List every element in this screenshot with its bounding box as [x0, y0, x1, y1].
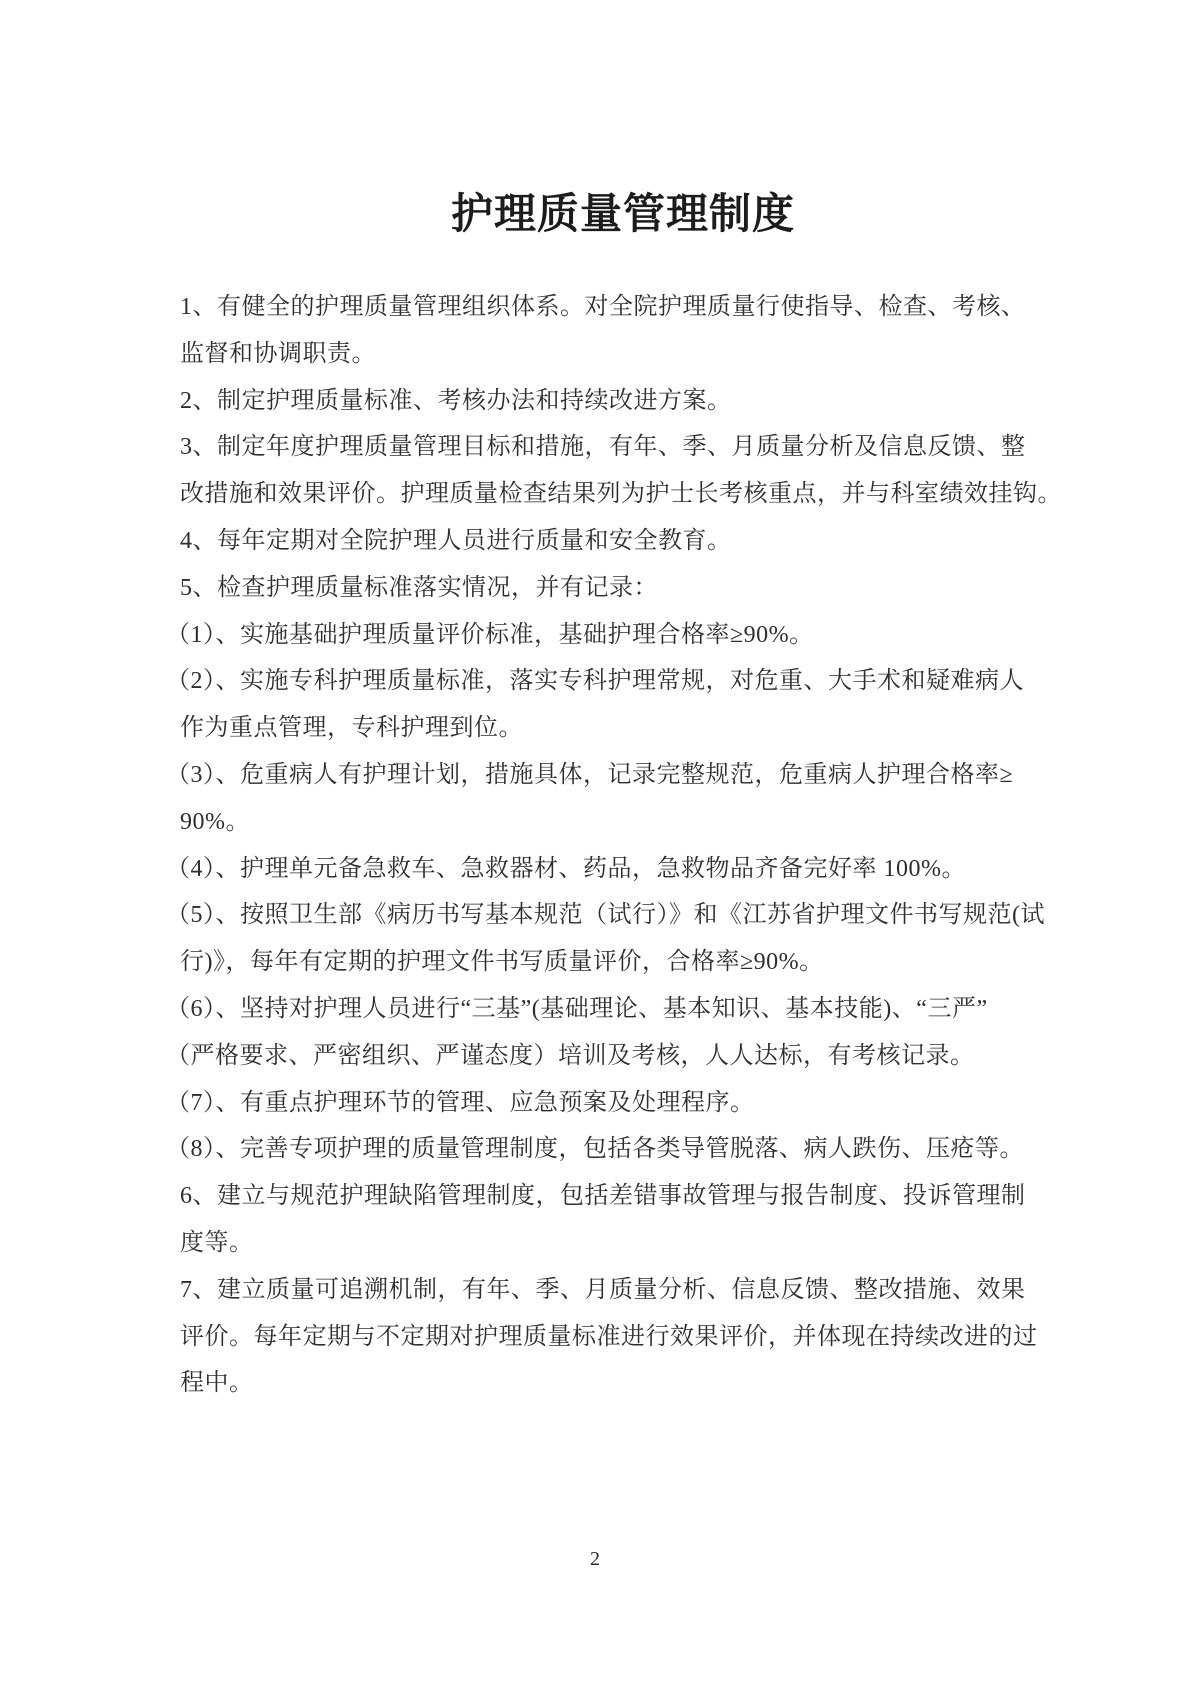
- document-line: （8）、完善专项护理的质量管理制度，包括各类导管脱落、病人跌伤、压疮等。: [166, 1136, 1024, 1163]
- document-line: （6）、坚持对护理人员进行“三基”(基础理论、基本知识、基本技能)、“三严”: [166, 995, 988, 1022]
- document-line: 4、每年定期对全院护理人员进行质量和安全教育。: [180, 527, 732, 554]
- document-line: （7）、有重点护理环节的管理、应急预案及处理程序。: [166, 1089, 755, 1116]
- document-line: （5）、按照卫生部《病历书写基本规范（试行）》和《江苏省护理文件书写规范(试: [166, 902, 1045, 929]
- document-line: 5、检查护理质量标准落实情况，并有记录：: [180, 574, 658, 601]
- document-line: 评价。每年定期与不定期对护理质量标准进行效果评价，并体现在持续改进的过: [180, 1323, 1038, 1350]
- document-line: （严格要求、严密组织、严谨态度）培训及考核，人人达标，有考核记录。: [166, 1042, 975, 1069]
- document-line: 度等。: [180, 1229, 254, 1256]
- document-line: 7、建立质量可追溯机制，有年、季、月质量分析、信息反馈、整改措施、效果: [180, 1276, 1026, 1303]
- document-line: （2）、实施专科护理质量标准，落实专科护理常规，对危重、大手术和疑难病人: [166, 668, 1024, 695]
- document-body: [166, 284, 1062, 1407]
- page-number: 2: [590, 1548, 600, 1570]
- document-line: （4）、护理单元备急救车、急救器材、药品，急救物品齐备完好率 100%。: [166, 855, 966, 882]
- document-line: 90%。: [180, 808, 250, 835]
- document-line: 6、建立与规范护理缺陷管理制度，包括差错事故管理与报告制度、投诉管理制: [180, 1183, 1026, 1210]
- document-line: 作为重点管理，专科护理到位。: [180, 715, 523, 742]
- document-line: 监督和协调职责。: [180, 340, 376, 367]
- document-line: 3、制定年度护理质量管理目标和措施，有年、季、月质量分析及信息反馈、整: [180, 434, 1026, 461]
- document-line: 行)》，每年有定期的护理文件书写质量评价，合格率≥90%。: [180, 949, 824, 976]
- document-line: （1）、实施基础护理质量评价标准，基础护理合格率≥90%。: [166, 621, 814, 648]
- document-line: 程中。: [180, 1370, 254, 1397]
- document-line: 2、制定护理质量标准、考核办法和持续改进方案。: [180, 387, 732, 414]
- document-line: 改措施和效果评价。护理质量检查结果列为护士长考核重点，并与科室绩效挂钩。: [180, 481, 1062, 508]
- document-title: 护理质量管理制度: [450, 190, 795, 237]
- document-line: （3）、危重病人有护理计划，措施具体，记录完整规范，危重病人护理合格率≥: [166, 761, 1014, 788]
- document-line: 1、有健全的护理质量管理组织体系。对全院护理质量行使指导、检查、考核、: [180, 294, 1026, 320]
